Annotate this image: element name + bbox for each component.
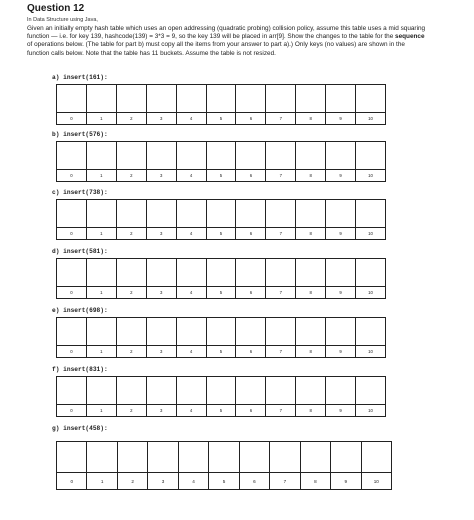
index-row xyxy=(57,405,386,417)
bucket-cell[interactable] xyxy=(176,85,206,113)
question-title: Question 12 xyxy=(27,3,85,14)
index-cell: 3 xyxy=(146,113,176,125)
index-cell: 1 xyxy=(86,170,116,182)
bucket-cell[interactable] xyxy=(266,318,296,346)
bucket-cell[interactable] xyxy=(239,442,269,473)
hash-table xyxy=(56,199,386,240)
bucket-cell[interactable] xyxy=(206,142,236,170)
index-cell: 2 xyxy=(116,228,146,240)
bucket-cell[interactable] xyxy=(326,142,356,170)
index-cell: 10 xyxy=(356,346,386,358)
index-cell: 10 xyxy=(356,287,386,299)
bucket-cell[interactable] xyxy=(326,318,356,346)
bucket-cell[interactable] xyxy=(176,259,206,287)
index-row xyxy=(57,287,386,299)
bucket-cell[interactable] xyxy=(356,85,386,113)
bucket-cell[interactable] xyxy=(296,200,326,228)
index-cell: 5 xyxy=(206,228,236,240)
index-cell: 7 xyxy=(266,287,296,299)
index-cell: 10 xyxy=(356,405,386,417)
bucket-cell[interactable] xyxy=(206,200,236,228)
bucket-row xyxy=(57,377,386,405)
question-text-part-2: of operations below. (The table for part b) must copy all the items from your answer to part a).) Only keys (no values) are shown in the function calls below. Note that the table has 11 buckets. Assume the table is not resized. xyxy=(27,41,405,57)
bucket-row xyxy=(57,318,386,346)
bucket-cell[interactable] xyxy=(176,200,206,228)
index-cell: 4 xyxy=(178,473,208,490)
index-cell: 0 xyxy=(57,170,87,182)
index-cell: 3 xyxy=(146,228,176,240)
index-cell: 3 xyxy=(146,287,176,299)
part-label: a) insert(161): xyxy=(52,74,108,81)
bucket-row xyxy=(57,142,386,170)
bucket-cell[interactable] xyxy=(236,200,266,228)
bucket-cell[interactable] xyxy=(266,200,296,228)
bucket-cell[interactable] xyxy=(86,142,116,170)
hash-table xyxy=(56,258,386,299)
part-label: e) insert(698): xyxy=(52,307,108,314)
index-cell: 7 xyxy=(266,346,296,358)
bucket-cell[interactable] xyxy=(116,85,146,113)
bucket-cell[interactable] xyxy=(326,200,356,228)
bucket-cell[interactable] xyxy=(266,85,296,113)
index-cell: 10 xyxy=(356,113,386,125)
bucket-row xyxy=(57,85,386,113)
bucket-cell[interactable] xyxy=(146,142,176,170)
index-cell: 2 xyxy=(117,473,147,490)
bucket-cell[interactable] xyxy=(356,142,386,170)
bucket-cell[interactable] xyxy=(236,142,266,170)
bucket-cell[interactable] xyxy=(116,318,146,346)
bucket-cell[interactable] xyxy=(57,377,87,405)
bucket-row xyxy=(57,259,386,287)
index-cell: 8 xyxy=(296,287,326,299)
index-cell: 1 xyxy=(86,405,116,417)
index-cell: 2 xyxy=(116,113,146,125)
index-cell: 7 xyxy=(266,228,296,240)
hash-table xyxy=(56,441,392,490)
index-cell: 7 xyxy=(270,473,300,490)
index-cell: 5 xyxy=(209,473,239,490)
index-cell: 6 xyxy=(236,346,266,358)
index-cell: 4 xyxy=(176,405,206,417)
index-cell: 5 xyxy=(206,113,236,125)
bucket-cell[interactable] xyxy=(86,377,116,405)
part-label: c) insert(738): xyxy=(52,189,108,196)
index-cell: 8 xyxy=(296,346,326,358)
index-cell: 9 xyxy=(326,228,356,240)
bucket-cell[interactable] xyxy=(266,377,296,405)
bucket-cell[interactable] xyxy=(326,259,356,287)
index-cell: 6 xyxy=(236,228,266,240)
index-cell: 6 xyxy=(236,170,266,182)
bucket-cell[interactable] xyxy=(116,142,146,170)
bucket-cell[interactable] xyxy=(176,142,206,170)
bucket-cell[interactable] xyxy=(146,377,176,405)
index-cell: 0 xyxy=(57,405,87,417)
index-cell: 5 xyxy=(206,346,236,358)
bucket-cell[interactable] xyxy=(57,200,87,228)
index-cell: 9 xyxy=(326,287,356,299)
part-label: b) insert(576): xyxy=(52,131,108,138)
index-cell: 8 xyxy=(296,113,326,125)
index-cell: 9 xyxy=(331,473,361,490)
bucket-cell[interactable] xyxy=(116,377,146,405)
bucket-cell[interactable] xyxy=(209,442,239,473)
index-cell: 5 xyxy=(206,405,236,417)
index-cell: 6 xyxy=(236,405,266,417)
bucket-cell[interactable] xyxy=(206,318,236,346)
index-cell: 5 xyxy=(206,170,236,182)
bucket-cell[interactable] xyxy=(206,259,236,287)
bucket-cell[interactable] xyxy=(236,318,266,346)
index-cell: 0 xyxy=(57,473,87,490)
hash-table xyxy=(56,317,386,358)
bucket-cell[interactable] xyxy=(296,85,326,113)
index-cell: 3 xyxy=(148,473,178,490)
bucket-cell[interactable] xyxy=(236,85,266,113)
bucket-cell[interactable] xyxy=(117,442,147,473)
question-text xyxy=(27,25,427,58)
bucket-cell[interactable] xyxy=(57,259,87,287)
index-row xyxy=(57,113,386,125)
index-cell: 1 xyxy=(86,287,116,299)
index-cell: 10 xyxy=(361,473,391,490)
bucket-cell[interactable] xyxy=(326,377,356,405)
index-cell: 7 xyxy=(266,113,296,125)
index-cell: 1 xyxy=(86,228,116,240)
index-cell: 6 xyxy=(236,287,266,299)
bucket-cell[interactable] xyxy=(206,85,236,113)
bucket-row xyxy=(57,200,386,228)
bucket-cell[interactable] xyxy=(326,85,356,113)
index-cell: 9 xyxy=(326,113,356,125)
index-cell: 0 xyxy=(57,287,87,299)
index-cell: 1 xyxy=(87,473,117,490)
bucket-cell[interactable] xyxy=(87,442,117,473)
bucket-cell[interactable] xyxy=(300,442,330,473)
index-cell: 0 xyxy=(57,346,87,358)
index-cell: 4 xyxy=(176,346,206,358)
bucket-cell[interactable] xyxy=(296,377,326,405)
index-cell: 8 xyxy=(296,170,326,182)
index-cell: 9 xyxy=(326,170,356,182)
index-cell: 3 xyxy=(146,346,176,358)
bucket-cell[interactable] xyxy=(116,259,146,287)
bucket-cell[interactable] xyxy=(116,200,146,228)
index-cell: 9 xyxy=(326,346,356,358)
bucket-cell[interactable] xyxy=(356,200,386,228)
index-cell: 4 xyxy=(176,113,206,125)
index-cell: 3 xyxy=(146,405,176,417)
bucket-cell[interactable] xyxy=(57,318,87,346)
bucket-row xyxy=(57,442,392,473)
index-cell: 0 xyxy=(57,228,87,240)
index-row xyxy=(57,170,386,182)
index-cell: 7 xyxy=(266,405,296,417)
index-cell: 3 xyxy=(146,170,176,182)
bucket-cell[interactable] xyxy=(266,259,296,287)
index-row xyxy=(57,473,392,490)
bucket-cell[interactable] xyxy=(331,442,361,473)
bucket-cell[interactable] xyxy=(266,142,296,170)
index-cell: 4 xyxy=(176,228,206,240)
question-text-part-1: Given an initially empty hash table which uses an open addressing (quadratic probing) collision policy, assume this table uses a mid squaring function — i.e. for key 139, hashcode(139) = 3*3 = 9, so the key 139 will be placed in arr[9]. Show the changes to the table for the xyxy=(27,25,426,41)
part-label: d) insert(581): xyxy=(52,248,108,255)
index-cell: 7 xyxy=(266,170,296,182)
bucket-cell[interactable] xyxy=(176,377,206,405)
index-cell: 8 xyxy=(296,405,326,417)
index-cell: 2 xyxy=(116,287,146,299)
part-label: f) insert(831): xyxy=(52,366,108,373)
index-cell: 8 xyxy=(300,473,330,490)
bucket-cell[interactable] xyxy=(178,442,208,473)
index-cell: 6 xyxy=(239,473,269,490)
index-cell: 4 xyxy=(176,170,206,182)
index-cell: 1 xyxy=(86,346,116,358)
bucket-cell[interactable] xyxy=(236,259,266,287)
index-cell: 2 xyxy=(116,170,146,182)
part-label: g) insert(458): xyxy=(52,425,108,432)
bucket-cell[interactable] xyxy=(236,377,266,405)
bucket-cell[interactable] xyxy=(57,85,87,113)
bucket-cell[interactable] xyxy=(296,318,326,346)
index-cell: 4 xyxy=(176,287,206,299)
index-cell: 0 xyxy=(57,113,87,125)
bucket-cell[interactable] xyxy=(57,142,87,170)
index-cell: 2 xyxy=(116,346,146,358)
index-cell: 10 xyxy=(356,170,386,182)
index-cell: 1 xyxy=(86,113,116,125)
bucket-cell[interactable] xyxy=(176,318,206,346)
hash-table xyxy=(56,84,386,125)
bucket-cell[interactable] xyxy=(270,442,300,473)
index-cell: 5 xyxy=(206,287,236,299)
bucket-cell[interactable] xyxy=(86,259,116,287)
bucket-cell[interactable] xyxy=(206,377,236,405)
bucket-cell[interactable] xyxy=(86,318,116,346)
bucket-cell[interactable] xyxy=(296,259,326,287)
index-cell: 10 xyxy=(356,228,386,240)
bucket-cell[interactable] xyxy=(356,377,386,405)
index-row xyxy=(57,346,386,358)
bucket-cell[interactable] xyxy=(86,85,116,113)
index-cell: 9 xyxy=(326,405,356,417)
index-row xyxy=(57,228,386,240)
bucket-cell[interactable] xyxy=(146,85,176,113)
bucket-cell[interactable] xyxy=(146,200,176,228)
bucket-cell[interactable] xyxy=(57,442,87,473)
bucket-cell[interactable] xyxy=(356,259,386,287)
bucket-cell[interactable] xyxy=(356,318,386,346)
hash-table xyxy=(56,141,386,182)
bucket-cell[interactable] xyxy=(86,200,116,228)
bucket-cell[interactable] xyxy=(146,318,176,346)
question-text-bold: sequence xyxy=(395,33,425,41)
index-cell: 8 xyxy=(296,228,326,240)
hash-table xyxy=(56,376,386,417)
index-cell: 2 xyxy=(116,405,146,417)
bucket-cell[interactable] xyxy=(361,442,391,473)
index-cell: 6 xyxy=(236,113,266,125)
bucket-cell[interactable] xyxy=(296,142,326,170)
question-subtitle: In Data Structure using Java, xyxy=(27,17,98,23)
bucket-cell[interactable] xyxy=(148,442,178,473)
bucket-cell[interactable] xyxy=(146,259,176,287)
